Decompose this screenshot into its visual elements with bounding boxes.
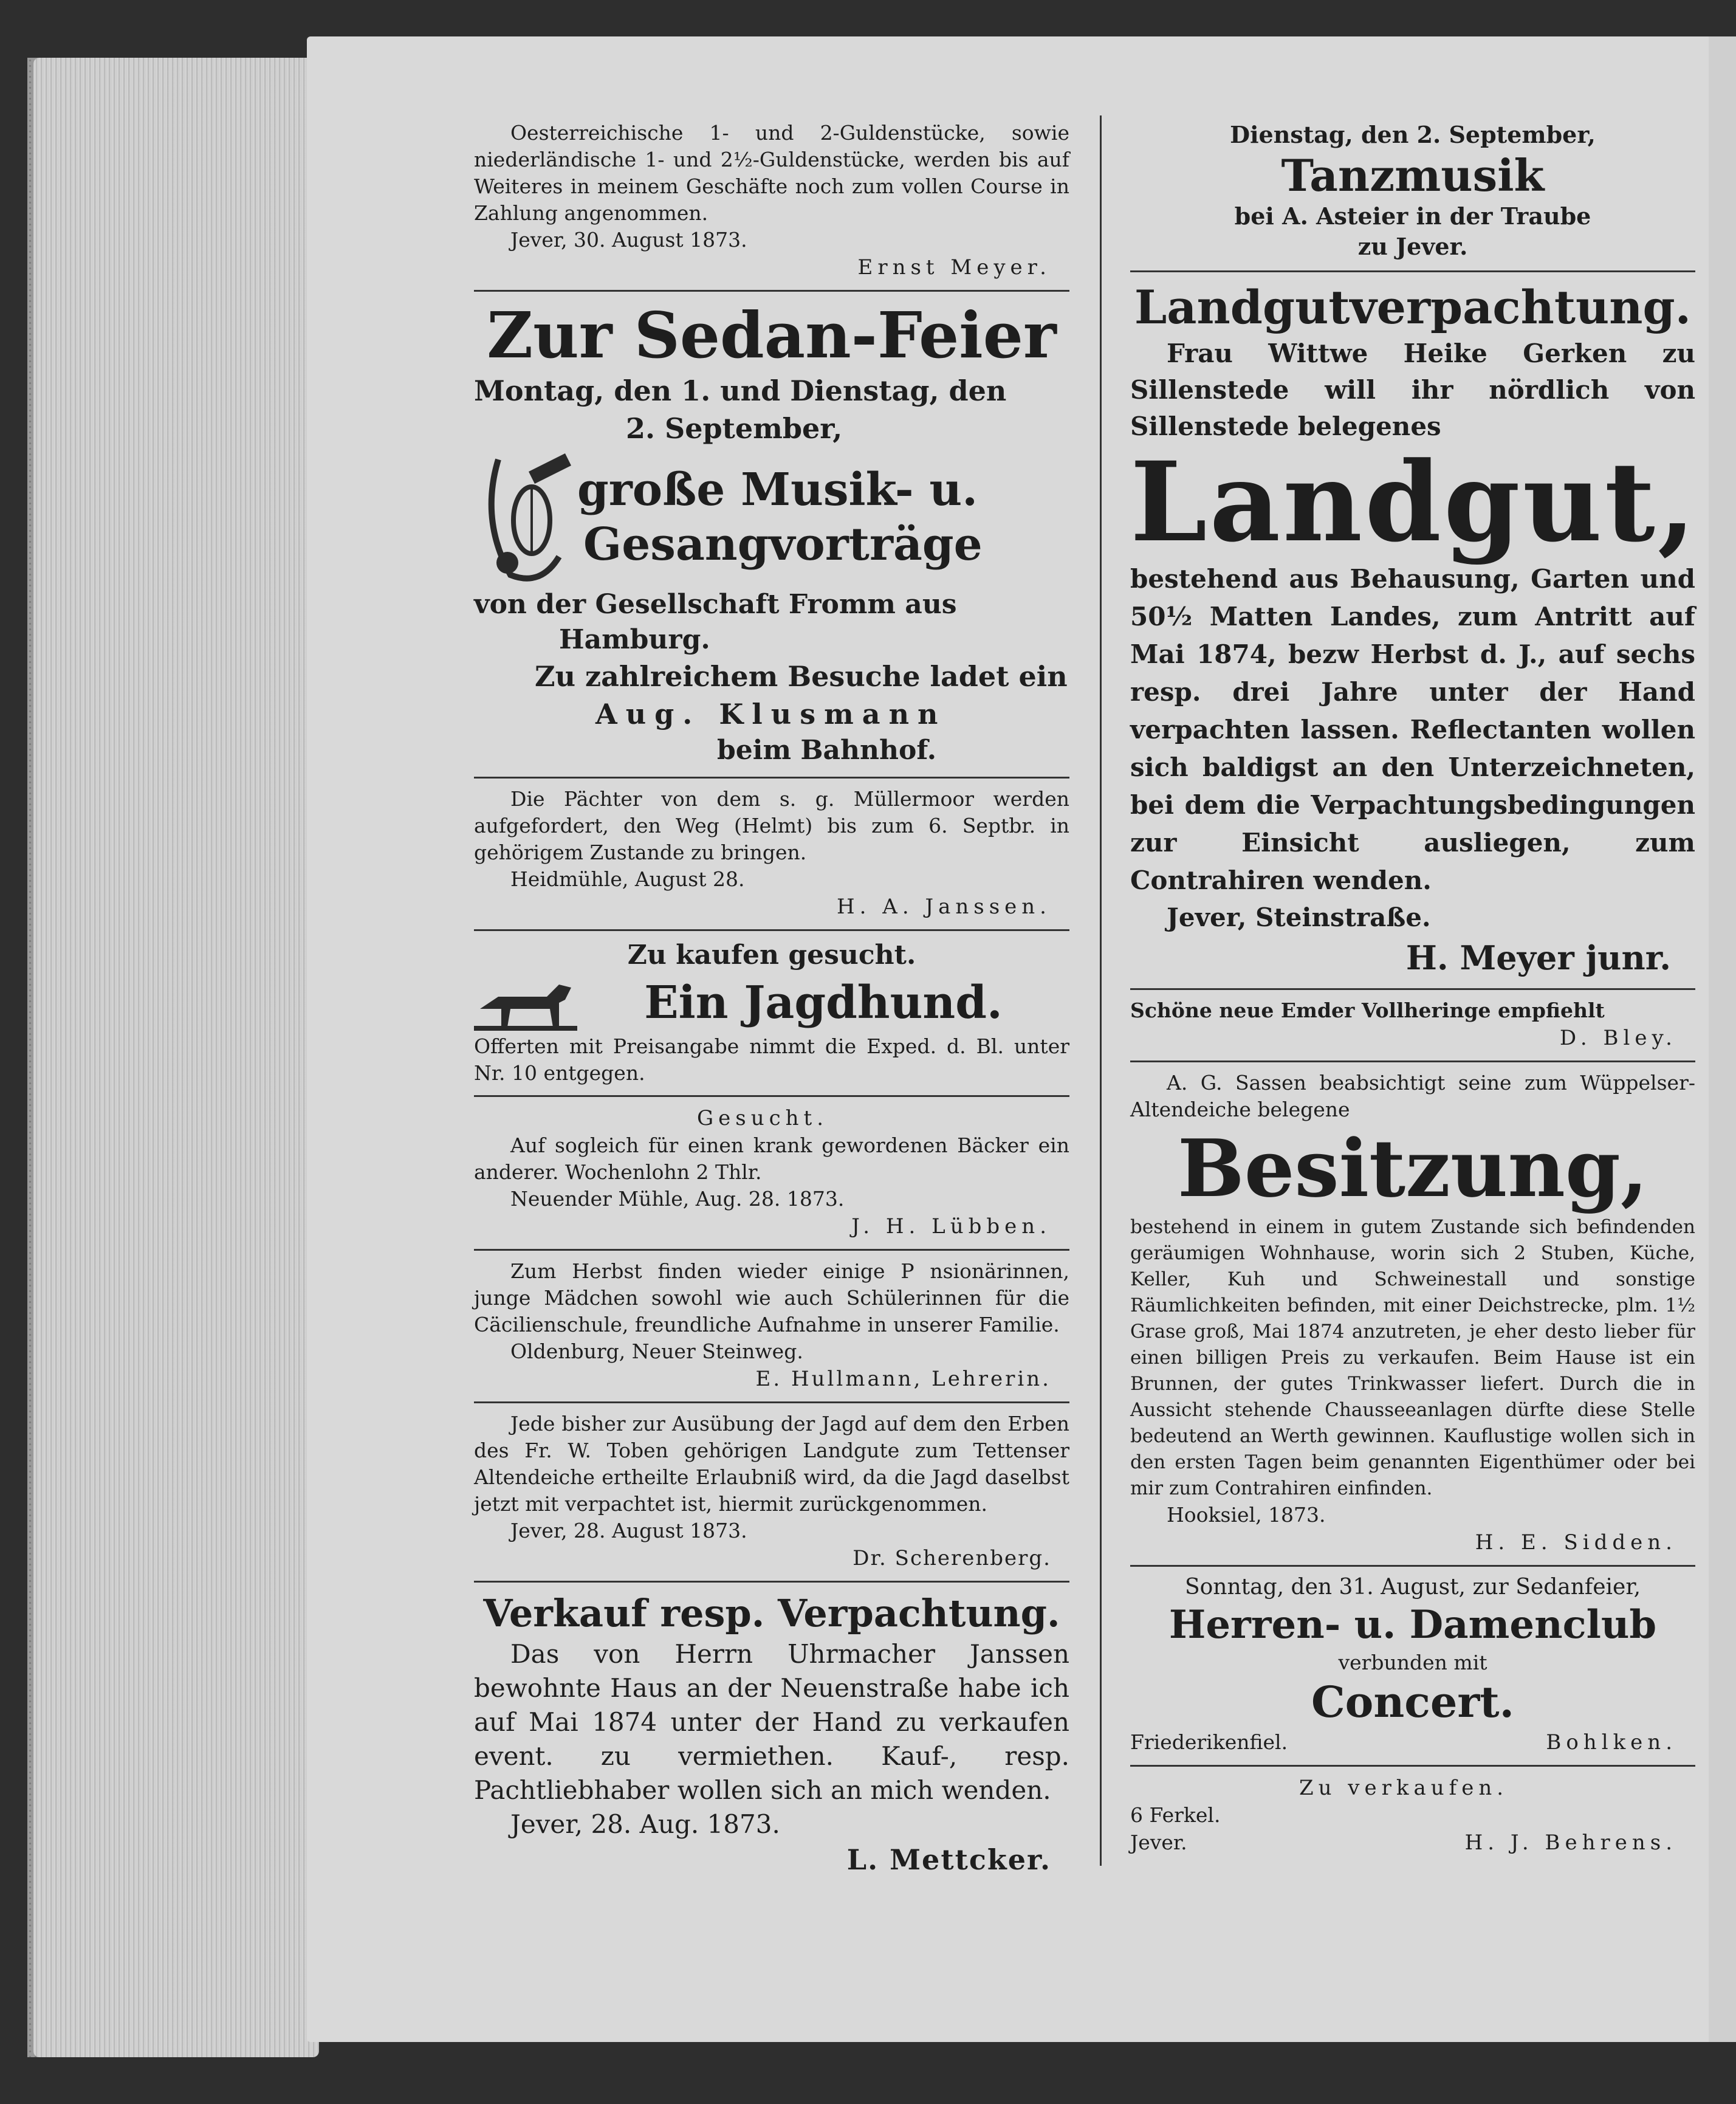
ad-place-date: Hooksiel, 1873. (1167, 1503, 1326, 1527)
lyre-ornament-icon (474, 447, 577, 587)
ad-verkauf-verpachtung (474, 1583, 1069, 1886)
ad-signature: D. Bley. (1559, 1026, 1677, 1050)
ad-place: Jever. (1130, 1831, 1187, 1854)
ad-music-heading (474, 447, 1069, 587)
ad-line: bei A. Asteier in der Traube (1234, 202, 1591, 230)
ad-intro: A. G. Sassen beabsichtigt seine zum Wüppelser-Altendeiche belegene (1130, 1071, 1695, 1121)
ad-line: 2. September, (626, 412, 843, 445)
ad-name: Aug. Klusmann (595, 698, 947, 731)
ad-signature: J. H. Lübben. (851, 1214, 1051, 1239)
ad-intro: Frau Wittwe Heike Gerken zu Sillenstede will ihr nördlich von Sillenstede belegenes (1130, 339, 1695, 441)
facing-page-edge (1709, 36, 1736, 2042)
ad-place: Jever, Steinstraße. (1167, 902, 1431, 932)
ad-signature: Bohlken. (1546, 1730, 1677, 1755)
ad-signature: Ernst Meyer. (857, 255, 1051, 280)
ad-ferkel (1130, 1767, 1695, 1865)
ad-heading: Gesangvorträge (583, 518, 983, 571)
ad-text: Oesterreichische 1- und 2-Guldenstücke, sowie niederländische 1- und 2½-Guldenstücke, werden bis auf Weiteres in meinem Geschäfte noch zum vollen Course in Zahlung angenommen. (474, 121, 1069, 225)
ad-place: Friederikenfiel. (1130, 1730, 1288, 1754)
ad-landgutverpachtung (1130, 272, 1698, 990)
ad-date: Sonntag, den 31. August, zur Sedanfeier, (1184, 1575, 1641, 1600)
ad-heading: große Musik- u. (577, 464, 978, 516)
ad-kicker: Zu verkaufen. (1299, 1776, 1509, 1800)
ad-signature: H. Meyer junr. (1405, 938, 1671, 977)
right-column (1130, 112, 1698, 1865)
ad-jagd-erlaubnis (474, 1403, 1069, 1583)
ad-signature: Dr. Scherenberg. (853, 1546, 1051, 1570)
ad-text: Offerten mit Preisangabe nimmt die Exped. d. Bl. unter Nr. 10 entgegen. (474, 1034, 1069, 1085)
ad-item: 6 Ferkel. (1130, 1803, 1221, 1827)
ad-title: Besitzung, (1177, 1122, 1649, 1215)
ad-place-date: Oldenburg, Neuer Steinweg. (510, 1339, 803, 1363)
ad-gulden-coins (474, 112, 1069, 292)
ad-text: bestehend in einem in gutem Zustande sich befindenden geräumigen Wohnhause, worin sich 2 Stuben, Küche, Keller, Kuh und Schweinestall und sonstige Räumlichkeiten befinden, mit einer Deichstrecke, plm. 1½ Grase groß, Mai 1874 anzutreten, je eher desto lieber für einen billigen Preis zu verkaufen. Beim Hause ist ein Brunnen, der gutes Trinkwasser liefert. Durch die in Aussicht stehende Chausseeanlagen dürfte diese Stelle bedeutend an Werth gewinnen. Kauflustige wollen sich in den ersten Tagen beim genannten Eigenthümer oder bei mir zum Contrahiren einfinden. (1130, 1216, 1695, 1499)
ad-place-date: Neuender Mühle, Aug. 28. 1873. (510, 1187, 845, 1211)
ad-baecker (474, 1097, 1069, 1251)
ad-text: Schöne neue Emder Vollheringe empfiehlt (1130, 999, 1605, 1022)
ad-kicker: Gesucht. (696, 1106, 829, 1130)
ad-footer-row (1130, 1829, 1695, 1857)
ad-place-date: Jever, 28. Aug. 1873. (510, 1809, 780, 1839)
ad-place: zu Jever. (1357, 233, 1468, 260)
ad-signature: L. Mettcker. (846, 1843, 1051, 1876)
ad-vollheringe (1130, 990, 1695, 1062)
ad-signature: H. A. Janssen. (837, 895, 1051, 919)
ad-line: Hamburg. (559, 624, 710, 655)
ad-text: bestehend aus Behausung, Garten und 50½ Matten Landes, zum Antritt auf Mai 1874, bezw Herbst d. J., auf sechs resp. drei Jahre unter der Hand verpachten lassen. Reflectanten wollen sich baldigst an den Unterzeichneten, bei dem die Verpachtungsbedingungen zur Einsicht ausliegen, zum Contrahiren wenden. (1130, 564, 1695, 895)
ad-title: Tanzmusik (1281, 150, 1545, 201)
ad-place-date: Jever, 30. August 1873. (510, 228, 747, 252)
ad-line: Montag, den 1. und Dienstag, den (474, 374, 1007, 407)
ad-signature: H. E. Sidden. (1475, 1530, 1677, 1555)
ad-line: Zu zahlreichem Besuche ladet ein (535, 660, 1068, 693)
ad-text: Auf sogleich für einen krank gewordenen Bäcker ein anderer. Wochenlohn 2 Thlr. (474, 1133, 1069, 1184)
left-column (474, 112, 1069, 1886)
ad-pensionaerinnen (474, 1251, 1069, 1403)
ad-line: von der Gesellschaft Fromm aus (474, 589, 957, 620)
ad-title: Zur Sedan-Feier (487, 298, 1057, 373)
ad-place-date: Jever, 28. August 1873. (510, 1519, 747, 1542)
ad-kicker: Zu kaufen gesucht. (627, 940, 916, 971)
ad-big-word: Landgut, (1130, 438, 1698, 566)
ad-muellermoor (474, 779, 1069, 931)
ad-besitzung (1130, 1062, 1695, 1567)
ad-damenclub (1130, 1567, 1695, 1767)
ad-title: Ein Jagdhund. (644, 977, 1003, 1029)
ad-signature: H. J. Behrens. (1464, 1831, 1677, 1855)
hunting-dog-icon (474, 972, 577, 1033)
ad-text: Das von Herrn Uhrmacher Janssen bewohnte Haus an der Neuenstraße habe ich auf Mai 1874 unter der Hand zu verkaufen event. zu vermiethen. Kauf-, resp. Pachtliebhaber wollen sich an mich wenden. (474, 1639, 1069, 1805)
ad-date: Dienstag, den 2. September, (1230, 121, 1596, 148)
ad-signature: E. Hullmann, Lehrerin. (755, 1367, 1051, 1391)
column-divider (1100, 115, 1102, 1866)
ad-title: Verkauf resp. Verpachtung. (483, 1591, 1060, 1635)
ad-title: Herren- u. Damenclub (1168, 1602, 1657, 1648)
ad-text: Die Pächter von dem s. g. Müllermoor werden aufgefordert, den Weg (Helmt) bis zum 6. Septbr. in gehörigem Zustande zu bringen. (474, 787, 1069, 864)
ad-sub: verbunden mit (1338, 1651, 1487, 1674)
ad-jagdhund (474, 931, 1069, 1097)
ad-line: beim Bahnhof. (717, 735, 937, 766)
ad-tanzmusik (1130, 112, 1695, 272)
ad-text: Zum Herbst finden wieder einige P nsionärinnen, junge Mädchen sowohl wie auch Schülerinnen für die Cäcilienschule, freundliche Aufnahme in unserer Familie. (474, 1259, 1069, 1336)
ad-sedan-feier (474, 292, 1069, 779)
ad-title-row (474, 972, 1069, 1033)
ad-text: Jede bisher zur Ausübung der Jagd auf dem den Erben des Fr. W. Toben gehörigen Landgute zum Tettenser Altendeiche ertheilte Erlaubniß wird, da die Jagd daselbst jetzt mit verpachtet ist, hiermit zurückgenommen. (474, 1412, 1069, 1516)
ad-big-word: Concert. (1311, 1677, 1515, 1727)
ad-title: Landgutverpachtung. (1134, 280, 1692, 334)
ad-place-date: Heidmühle, August 28. (510, 867, 745, 891)
ad-footer-row (1130, 1728, 1695, 1756)
book-page-edges (33, 58, 319, 2057)
